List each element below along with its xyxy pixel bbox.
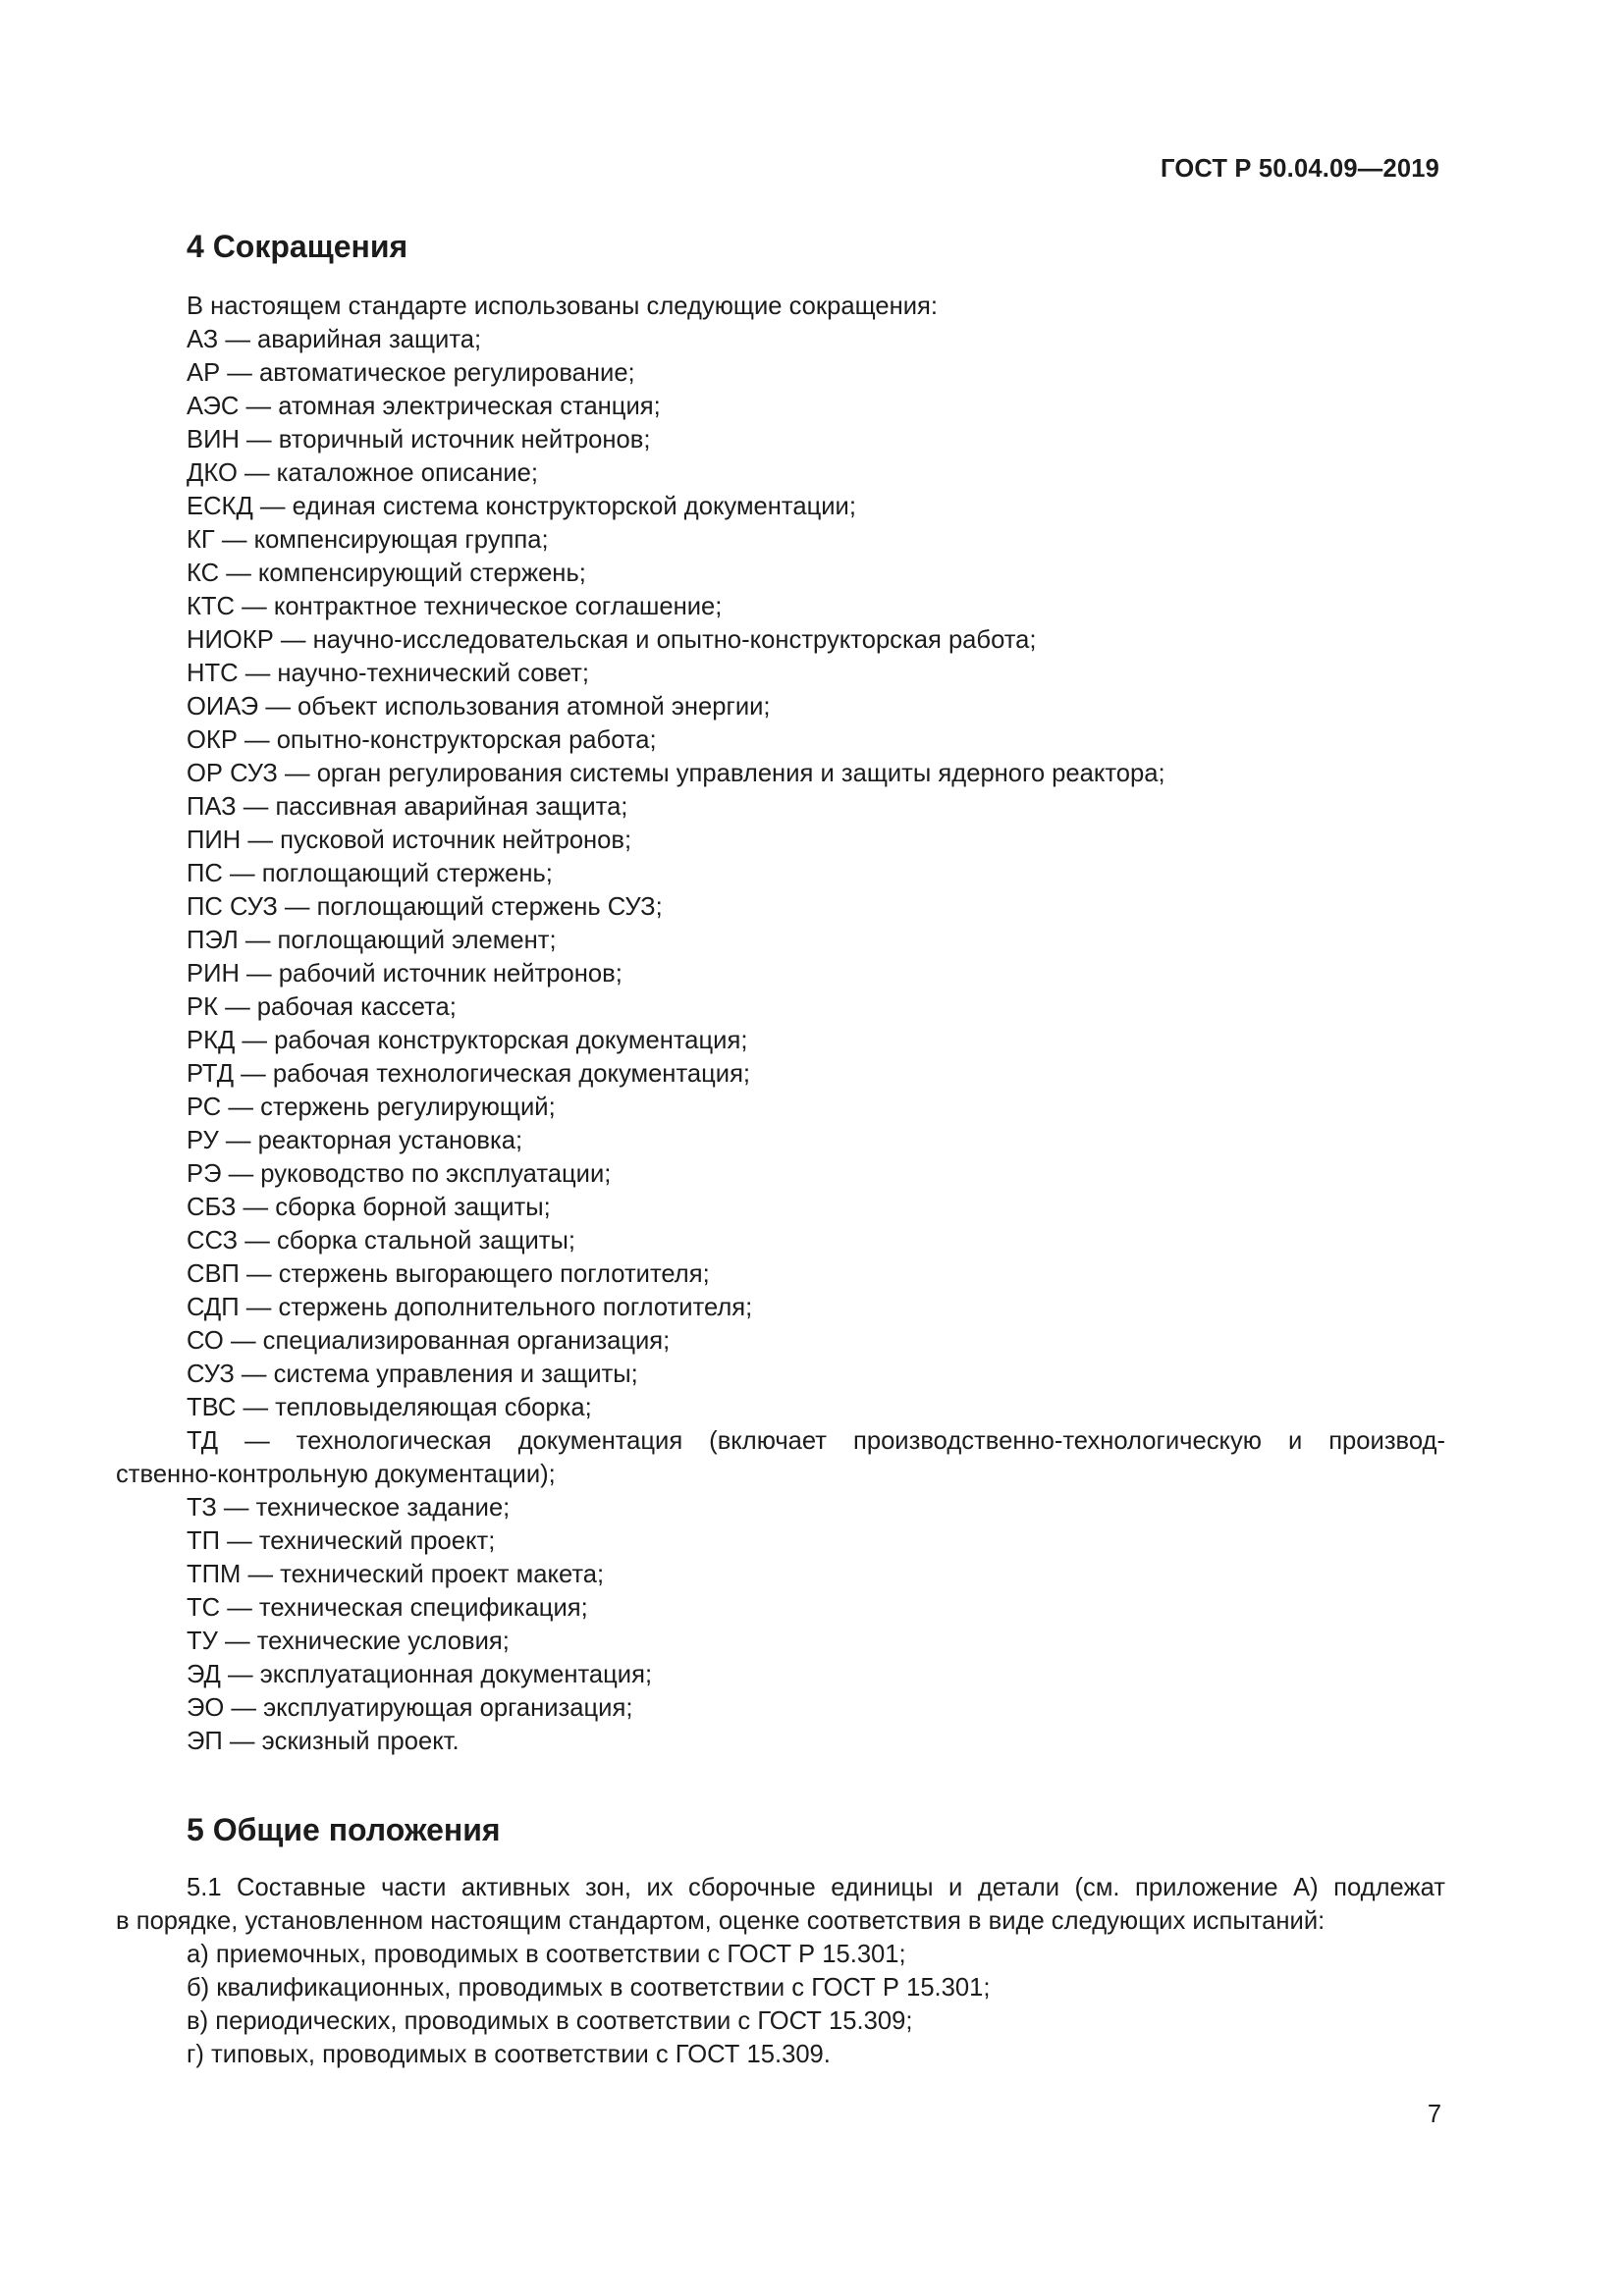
abbreviation-item: ПС СУЗ — поглощающий стержень СУЗ; [187,893,663,921]
abbreviation-item: ОИАЭ — объект использования атомной энергии; [187,693,771,721]
abbreviation-item: СВП — стержень выгорающего поглотителя; [187,1260,710,1288]
test-type-item: в) периодических, проводимых в соответствии с ГОСТ 15.309; [187,2007,913,2035]
abbreviation-item: СУЗ — система управления и защиты; [187,1361,638,1388]
abbreviation-item: ПАЗ — пассивная аварийная защита; [187,793,628,821]
abbreviation-item: ПЭЛ — поглощающий элемент; [187,927,557,954]
abbreviation-item: РУ — реакторная установка; [187,1127,523,1154]
abbreviation-item: РТД — рабочая технологическая документация; [187,1060,751,1088]
abbreviation-item: ДКО — каталожное описание; [187,459,538,487]
abbreviation-item: ЭО — эксплуатирующая организация; [187,1694,633,1722]
abbreviation-item: СДП — стержень дополнительного поглотителя; [187,1294,753,1321]
abbreviation-item: ТПМ — технический проект макета; [187,1561,605,1588]
test-type-item: б) квалификационных, проводимых в соответствии с ГОСТ Р 15.301; [187,1974,991,2002]
abbreviation-item: РКД — рабочая конструкторская документация; [187,1027,748,1054]
abbreviation-item: СО — специализированная организация; [187,1327,671,1355]
paragraph-5-1-line1: 5.1 Составные части активных зон, их сборочные единицы и детали (см. приложение А) подлежат [187,1874,1445,1901]
abbreviation-item: КС — компенсирующий стержень; [187,560,586,587]
abbreviation-item: ТП — технический проект; [187,1527,496,1555]
section-5-title: 5 Общие положения [187,1812,501,1847]
abbreviation-item: ЕСКД — единая система конструкторской документации; [187,493,856,520]
abbreviation-item: РС — стержень регулирующий; [187,1094,556,1121]
abbreviation-item: ТС — техническая спецификация; [187,1594,588,1622]
abbreviation-item: СБЗ — сборка борной защиты; [187,1194,551,1221]
test-type-item: а) приемочных, проводимых в соответствии с ГОСТ Р 15.301; [187,1941,906,1968]
abbreviation-item: ТВС — тепловыделяющая сборка; [187,1394,592,1421]
page-number: 7 [1427,2101,1441,2128]
abbreviation-item: РК — рабочая кассета; [187,993,457,1021]
abbreviation-item: ТЗ — техническое задание; [187,1494,511,1522]
abbreviation-item: РЭ — руководство по эксплуатации; [187,1160,612,1188]
abbreviation-item: НТС — научно-технический совет; [187,660,589,687]
abbreviation-item: ПИН — пусковой источник нейтронов; [187,827,632,854]
abbreviation-item: ЭП — эскизный проект. [187,1728,460,1755]
abbreviation-item: ОР СУЗ — орган регулирования системы управления и защиты ядерного реактора; [187,760,1165,787]
abbreviations-intro: В настоящем стандарте использованы следующие сокращения: [187,293,938,320]
abbreviation-item: ПС — поглощающий стержень; [187,860,553,887]
test-type-item: г) типовых, проводимых в соответствии с ГОСТ 15.309. [187,2041,831,2068]
abbreviation-item: ССЗ — сборка стальной защиты; [187,1227,576,1255]
abbreviation-item: РИН — рабочий источник нейтронов; [187,960,623,988]
abbreviation-item-td-line1: ТД — технологическая документация (включает производственно-технологическую и производ- [187,1427,1445,1455]
section-4-title: 4 Сокращения [187,229,408,264]
abbreviation-item: АЭС — атомная электрическая станция; [187,393,661,420]
abbreviation-item: ВИН — вторичный источник нейтронов; [187,426,651,454]
abbreviation-item: АР — автоматическое регулирование; [187,359,635,387]
abbreviation-item: НИОКР — научно-исследовательская и опытно-конструкторская работа; [187,626,1037,654]
abbreviations-list [116,290,1445,1758]
abbreviation-item: АЗ — аварийная защита; [187,326,482,353]
abbreviation-item: ЭД — эксплуатационная документация; [187,1661,653,1688]
abbreviation-item: КГ — компенсирующая группа; [187,526,549,554]
abbreviation-item: ОКР — опытно-конструкторская работа; [187,726,657,754]
abbreviation-item-td-line2: ственно-контрольную документации); [116,1461,556,1488]
general-provisions [116,1871,1445,2071]
abbreviation-item: КТС — контрактное техническое соглашение; [187,593,723,620]
paragraph-5-1-line2: в порядке, установленном настоящим стандартом, оценке соответствия в виде следующих испытаний: [116,1907,1326,1935]
document-header: ГОСТ Р 50.04.09—2019 [1161,155,1439,183]
abbreviation-item: ТУ — технические условия; [187,1628,510,1655]
